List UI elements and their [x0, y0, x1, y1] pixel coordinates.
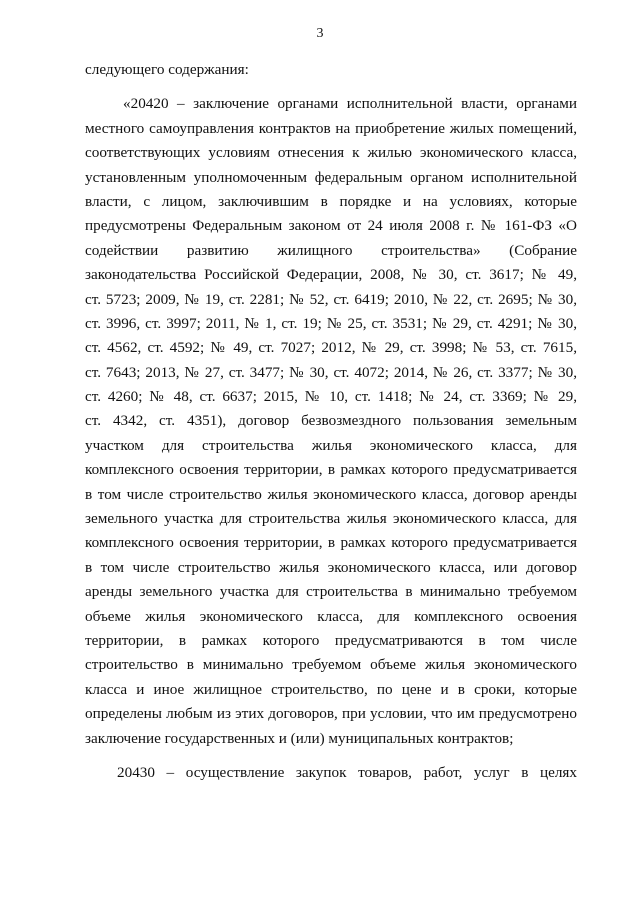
text-line: ст. 3996, ст. 3997; 2011, № 1, ст. 19; № 25, ст. 3531; № 29, ст. 4291; № 30, [85, 314, 577, 332]
text-line: ст. 4260; № 48, ст. 6637; 2015, № 10, ст. 1418; № 24, ст. 3369; № 29, [85, 388, 577, 406]
text-line: участком для строительства жилья экономического класса, для [85, 436, 577, 454]
text-line: соответствующих условиям отнесения к жилью экономического класса, [85, 144, 577, 162]
text-line: законодательства Российской Федерации, 2008, № 30, ст. 3617; № 49, [85, 266, 577, 284]
text-line: комплексного освоения территории, в рамках которого предусматривается [85, 534, 577, 552]
text-line: содействии развитию жилищного строительства» (Собрание [85, 241, 577, 259]
text-line: предусмотрены Федеральным законом от 24 июля 2008 г. № 161-ФЗ «О [85, 217, 577, 235]
text-line: ст. 4562, ст. 4592; № 49, ст. 7027; 2012, № 29, ст. 3998; № 53, ст. 7615, [85, 339, 577, 357]
text-line: 20430 – осуществление закупок товаров, работ, услуг в целях [117, 763, 577, 781]
text-line: ст. 4342, ст. 4351), договор безвозмездного пользования земельным [85, 412, 577, 430]
text-line: определены любым из этих договоров, при условии, что им предусмотрено [85, 705, 577, 723]
text-line: территории, в рамках которого предусматриваются в том числе [85, 631, 577, 649]
text-line: «20420 – заключение органами исполнительной власти, органами [123, 95, 577, 113]
text-line: комплексного освоения территории, в рамках которого предусматривается [85, 461, 577, 479]
text-line: заключение государственных и (или) муниципальных контрактов; [85, 729, 514, 747]
text-line: в том числе строительство жилья экономического класса, договор аренды [85, 485, 577, 503]
text-line: ст. 7643; 2013, № 27, ст. 3477; № 30, ст. 4072; 2014, № 26, ст. 3377; № 30, [85, 363, 577, 381]
text-line: аренды земельного участка для строительства в минимально требуемом [85, 583, 577, 601]
text-line: местного самоуправления контрактов на приобретение жилых помещений, [85, 119, 577, 137]
text-line: установленным уполномоченным федеральным органом исполнительной [85, 168, 577, 186]
text-line: класса и иное жилищное строительство, по цене и в сроки, которые [85, 680, 577, 698]
text-line: ст. 5723; 2009, № 19, ст. 2281; № 52, ст. 6419; 2010, № 22, ст. 2695; № 30, [85, 290, 577, 308]
document-body [85, 58, 577, 785]
text-line: объеме жилья экономического класса, для комплексного освоения [85, 607, 577, 625]
text-line: земельного участка для строительства жилья экономического класса, для [85, 510, 577, 528]
page-number: 3 [316, 26, 324, 41]
text-line: в том числе строительство жилья экономического класса, или договор [85, 558, 577, 576]
text-line: строительство в минимально требуемом объеме жилья экономического [85, 656, 577, 674]
text-line: власти, с лицом, заключившим в порядке и на условиях, которые [85, 192, 577, 210]
text-line: следующего содержания: [85, 61, 249, 78]
